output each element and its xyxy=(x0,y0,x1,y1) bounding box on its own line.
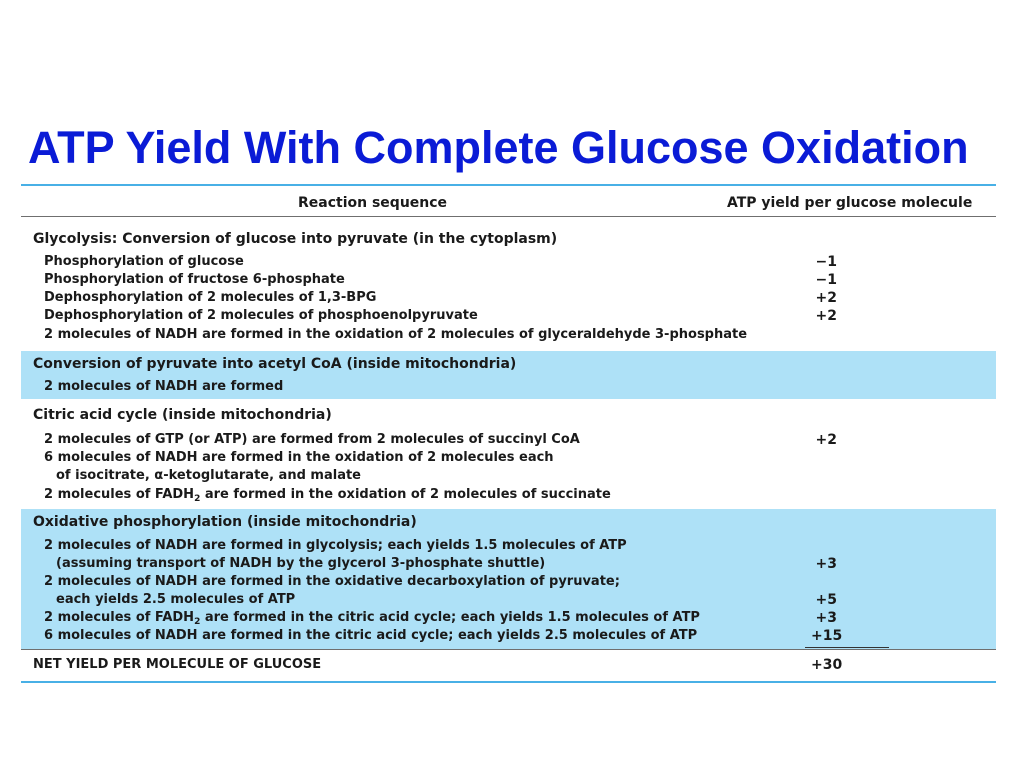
table-row: (assuming transport of NADH by the glycerol 3-phosphate shuttle) xyxy=(56,556,546,571)
subscript: 2 xyxy=(194,494,201,504)
table-row: Dephosphorylation of 2 molecules of phosphoenolpyruvate xyxy=(44,308,478,323)
atp-value: +2 xyxy=(815,290,837,306)
section-net-yield xyxy=(21,649,996,681)
net-yield-label: NET YIELD PER MOLECULE OF GLUCOSE xyxy=(33,657,322,672)
slide-title: ATP Yield With Complete Glucose Oxidation xyxy=(28,122,969,173)
net-yield-value: +30 xyxy=(811,657,843,673)
table-row: 2 molecules of GTP (or ATP) are formed from 2 molecules of succinyl CoA xyxy=(44,432,580,447)
sum-divider xyxy=(805,647,889,648)
section-pyruvate-conversion xyxy=(21,351,996,399)
table-row: 6 molecules of NADH are formed in the oxidation of 2 molecules each xyxy=(44,450,554,465)
section-title-citric-acid-cycle: Citric acid cycle (inside mitochondria) xyxy=(33,407,332,423)
table-row: Dephosphorylation of 2 molecules of 1,3-BPG xyxy=(44,290,377,305)
table-row: Phosphorylation of fructose 6-phosphate xyxy=(44,272,345,287)
column-header-reaction: Reaction sequence xyxy=(298,195,448,211)
section-citric-acid-cycle xyxy=(21,399,996,509)
section-title-glycolysis: Glycolysis: Conversion of glucose into pyruvate (in the cytoplasm) xyxy=(33,231,558,247)
atp-value: +15 xyxy=(811,628,843,644)
atp-value: −1 xyxy=(815,254,837,270)
atp-yield-table xyxy=(21,184,996,683)
atp-value: −1 xyxy=(815,272,837,288)
atp-value: +5 xyxy=(815,592,837,608)
row-text-part: are formed in the oxidation of 2 molecules of succinate xyxy=(200,487,611,502)
table-row: each yields 2.5 molecules of ATP xyxy=(56,592,296,607)
atp-value: +2 xyxy=(815,308,837,324)
section-oxidative-phosphorylation xyxy=(21,509,996,649)
table-row xyxy=(44,610,700,626)
row-text-part: 2 molecules of FADH xyxy=(44,487,195,502)
atp-value: +3 xyxy=(815,610,837,626)
table-row: Phosphorylation of glucose xyxy=(44,254,244,269)
section-title-pyruvate-conversion: Conversion of pyruvate into acetyl CoA (inside mitochondria) xyxy=(33,356,517,372)
table-row: 2 molecules of NADH are formed in the oxidative decarboxylation of pyruvate; xyxy=(44,574,620,589)
table-row xyxy=(44,487,611,503)
row-text-part: are formed in the citric acid cycle; each yields 1.5 molecules of ATP xyxy=(200,610,700,625)
subscript: 2 xyxy=(194,617,201,627)
row-text-part: 2 molecules of FADH xyxy=(44,610,195,625)
table-row: 6 molecules of NADH are formed in the citric acid cycle; each yields 2.5 molecules of ATP xyxy=(44,628,698,643)
table-row: of isocitrate, α-ketoglutarate, and malate xyxy=(56,468,361,483)
table-row: 2 molecules of NADH are formed xyxy=(44,379,284,394)
column-header-atp-yield: ATP yield per glucose molecule xyxy=(727,195,973,211)
table-row: 2 molecules of NADH are formed in glycolysis; each yields 1.5 molecules of ATP xyxy=(44,538,627,553)
table-header xyxy=(21,186,996,217)
table-row: 2 molecules of NADH are formed in the oxidation of 2 molecules of glyceraldehyde 3-phosphate xyxy=(44,327,748,342)
section-title-oxidative-phosphorylation: Oxidative phosphorylation (inside mitochondria) xyxy=(33,514,417,530)
atp-value: +2 xyxy=(815,432,837,448)
atp-value: +3 xyxy=(815,556,837,572)
section-glycolysis xyxy=(21,217,996,351)
